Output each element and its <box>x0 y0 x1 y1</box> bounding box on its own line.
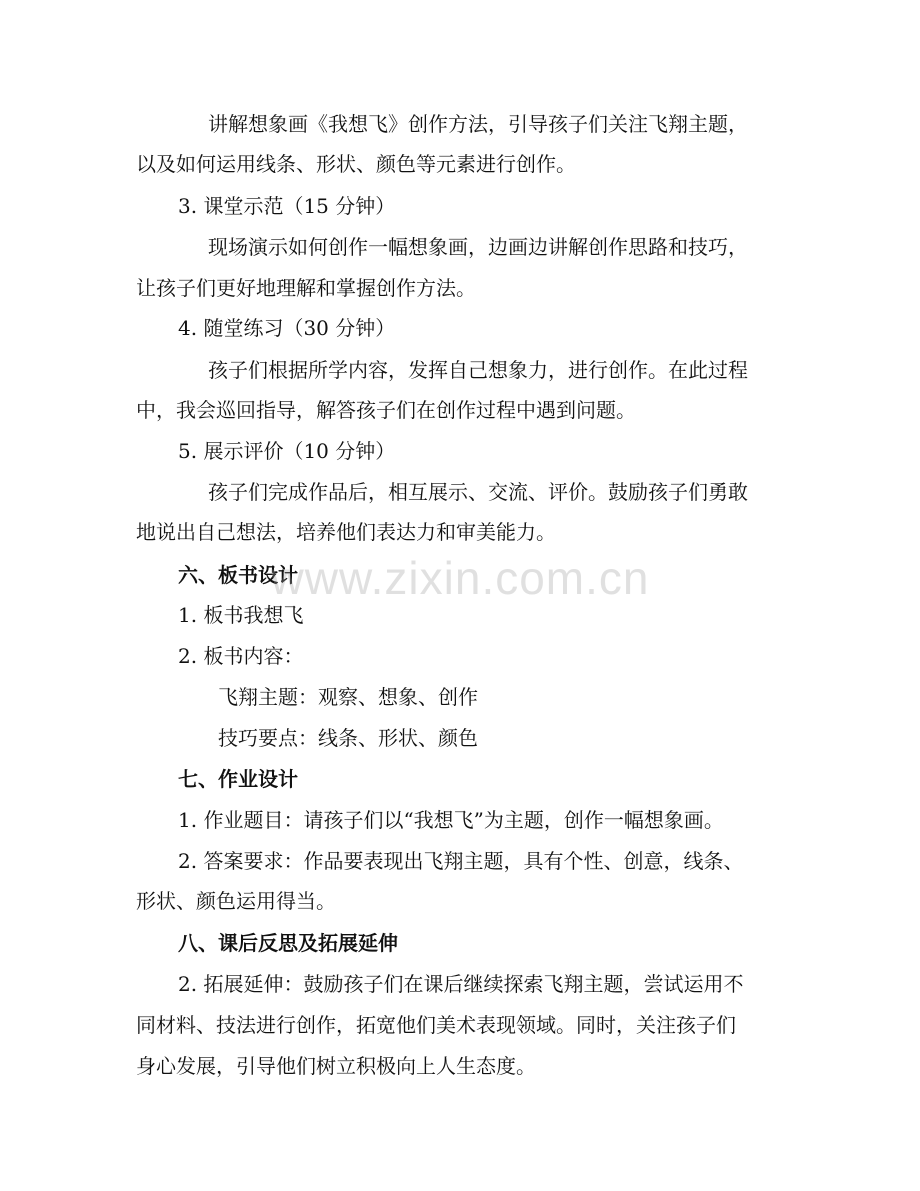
watermark: www.zixin.com.cn <box>270 552 650 604</box>
list-item-heading: 3. 课堂示范（15 分钟） <box>178 194 396 218</box>
list-item-heading: 4. 随堂练习（30 分钟） <box>178 316 396 340</box>
section-heading: 六、板书设计 <box>178 563 298 587</box>
board-content-line: 飞翔主题：观察、想象、创作 <box>218 685 478 709</box>
paragraph-line: 形状、颜色运用得当。 <box>136 889 336 913</box>
list-item: 1. 板书我想飞 <box>178 603 304 627</box>
list-item: 2. 拓展延伸：鼓励孩子们在课后继续探索飞翔主题，尝试运用不 <box>178 972 744 996</box>
paragraph-line: 讲解想象画《我想飞》创作方法，引导孩子们关注飞翔主题， <box>208 112 748 136</box>
paragraph-line: 孩子们完成作品后，相互展示、交流、评价。鼓励孩子们勇敢 <box>208 480 748 504</box>
list-item-heading: 5. 展示评价（10 分钟） <box>178 439 396 463</box>
paragraph-line: 身心发展，引导他们树立积极向上人生态度。 <box>136 1054 536 1078</box>
paragraph-line: 以及如何运用线条、形状、颜色等元素进行创作。 <box>136 152 576 176</box>
board-content-line: 技巧要点：线条、形状、颜色 <box>218 726 478 750</box>
list-item: 1. 作业题目：请孩子们以“我想飞”为主题，创作一幅想象画。 <box>178 808 724 832</box>
paragraph-line: 孩子们根据所学内容，发挥自己想象力，进行创作。在此过程 <box>208 358 748 382</box>
section-heading: 七、作业设计 <box>178 767 298 791</box>
section-heading: 八、课后反思及拓展延伸 <box>178 931 398 955</box>
paragraph-line: 中，我会巡回指导，解答孩子们在创作过程中遇到问题。 <box>136 398 636 422</box>
paragraph-line: 现场演示如何创作一幅想象画，边画边讲解创作思路和技巧， <box>208 235 748 259</box>
list-item: 2. 板书内容： <box>178 644 304 668</box>
paragraph-line: 同材料、技法进行创作，拓宽他们美术表现领域。同时，关注孩子们 <box>136 1013 736 1037</box>
paragraph-line: 地说出自己想法，培养他们表达力和审美能力。 <box>136 520 556 544</box>
list-item: 2. 答案要求：作品要表现出飞翔主题，具有个性、创意，线条、 <box>178 849 744 873</box>
paragraph-line: 让孩子们更好地理解和掌握创作方法。 <box>136 276 476 300</box>
